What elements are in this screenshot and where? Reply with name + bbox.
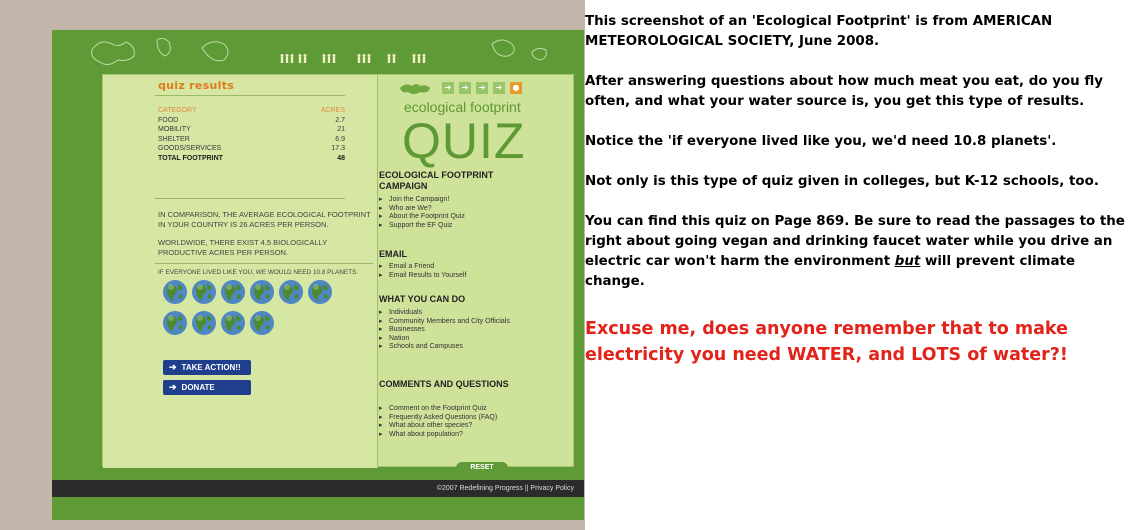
link-schools[interactable]: ▸ Schools and Campuses: [379, 343, 519, 352]
commentary-paragraph: Not only is this type of quiz given in colleges, but K-12 schools, too.: [585, 174, 1099, 189]
results-column: [103, 75, 378, 468]
people-icon: [281, 54, 426, 63]
world-map-icon: [52, 30, 584, 78]
arrow-right-icon[interactable]: ➔: [442, 82, 454, 94]
link-community[interactable]: ▸ Community Members and City Officials: [379, 318, 519, 327]
row-acres: 6.9: [335, 135, 345, 143]
commentary-paragraph: [585, 212, 1125, 292]
site-footer: [52, 480, 584, 497]
link-nation[interactable]: ▸ Nation: [379, 335, 519, 344]
campaign-heading: ECOLOGICAL FOOTPRINT CAMPAIGN: [379, 170, 494, 191]
take-action-button[interactable]: [163, 360, 251, 375]
globe-icon: [162, 279, 188, 305]
row-acres: 21: [337, 126, 345, 133]
nav-strip: [398, 78, 535, 98]
divider: [155, 95, 345, 96]
row-acres: 2.7: [335, 116, 345, 124]
emphasis-text: but: [894, 254, 921, 269]
link-email-friend[interactable]: ▸ Email a Friend: [379, 263, 519, 272]
globe-icon: [278, 279, 304, 305]
table-row: [158, 116, 345, 126]
take-action-label: TAKE ACTION!!: [181, 363, 241, 372]
reset-button[interactable]: RESET: [456, 462, 508, 474]
arrow-right-icon[interactable]: ➔: [476, 82, 488, 94]
globe-icon: [220, 310, 246, 336]
comments-heading: COMMENTS AND QUESTIONS: [379, 379, 509, 389]
link-comment-quiz[interactable]: ▸ Comment on the Footprint Quiz: [379, 405, 519, 414]
commentary-highlight: Excuse me, does anyone remember that to make electricity you need WATER, and LOTS of water?!: [585, 319, 1068, 365]
commentary-text: [585, 12, 1125, 388]
planets-text: IF EVERYONE LIVED LIKE YOU, WE WOULD NEED 10.8 PLANETS.: [158, 269, 359, 276]
arrow-right-icon[interactable]: ➔: [493, 82, 505, 94]
total-row: [158, 154, 345, 164]
link-individuals[interactable]: ▸ Individuals: [379, 309, 519, 318]
commentary-paragraph: After answering questions about how much meat you eat, do you fly often, and what your water source is, you get this type of results.: [585, 74, 1103, 109]
email-links: [379, 263, 519, 280]
link-support-quiz[interactable]: ▸ Support the EF Quiz: [379, 222, 519, 231]
ef-title: ecological footprint: [404, 99, 521, 115]
quiz-title: QUIZ: [402, 113, 526, 169]
commentary-paragraph: Notice the 'if everyone lived like you, we'd need 10.8 planets'.: [585, 134, 1057, 149]
campaign-links: [379, 196, 519, 230]
results-title: quiz results: [158, 79, 235, 92]
commentary-text-part: You can find this quiz on Page 869. Be sure to read the passages to the right about going vegan and drinking faucet water while you drive an electric car won't harm the environment: [585, 214, 1125, 269]
table-row: [158, 135, 345, 145]
results-table: [158, 106, 345, 163]
table-row: [158, 125, 345, 135]
globe-icon: [220, 279, 246, 305]
row-category: MOBILITY: [158, 126, 191, 133]
row-category: GOODS/SERVICES: [158, 145, 222, 152]
link-other-species[interactable]: ▸ What about other species?: [379, 422, 519, 431]
link-businesses[interactable]: ▸ Businesses: [379, 326, 519, 335]
globe-icon: [249, 310, 275, 336]
world-map-icon: [398, 80, 438, 96]
arrow-right-icon: ➔: [169, 382, 177, 392]
divider: [155, 198, 345, 199]
table-header: [158, 106, 345, 116]
home-icon[interactable]: ●: [510, 82, 522, 94]
what-you-can-do-heading: WHAT YOU CAN DO: [379, 294, 466, 304]
total-value: 48: [337, 154, 345, 162]
arrow-right-icon: ➔: [169, 362, 177, 372]
arrow-right-icon[interactable]: ➔: [459, 82, 471, 94]
commentary-text-part: will prevent climate change.: [585, 254, 1076, 289]
link-email-results[interactable]: ▸ Email Results to Yourself: [379, 272, 519, 281]
donate-label: DONATE: [181, 383, 215, 392]
category-header: CATEGORY: [158, 107, 197, 114]
quiz-site: [52, 30, 584, 520]
donate-button[interactable]: [163, 380, 251, 395]
globe-icon: [191, 310, 217, 336]
globe-icon: [307, 279, 333, 305]
what-you-can-do-links: [379, 309, 519, 352]
link-who-are-we[interactable]: ▸ Who are We?: [379, 205, 519, 214]
globe-icon: [191, 279, 217, 305]
email-heading: EMAIL: [379, 249, 407, 259]
globe-icon: [249, 279, 275, 305]
acres-header: ACRES: [320, 107, 345, 114]
commentary-paragraph: This screenshot of an 'Ecological Footprint' is from AMERICAN METEOROLOGICAL SOCIETY, June 2008.: [585, 14, 1053, 49]
comments-links: [379, 405, 519, 439]
link-join-campaign[interactable]: ▸ Join the Campaign!: [379, 196, 519, 205]
comparison-text: IN COMPARISON, THE AVERAGE ECOLOGICAL FOOTPRINT IN YOUR COUNTRY IS 26 ACRES PER PERSON.: [158, 210, 371, 229]
row-acres: 17.3: [331, 145, 345, 152]
total-label: TOTAL FOOTPRINT: [158, 154, 223, 162]
link-population[interactable]: ▸ What about population?: [379, 431, 519, 440]
row-category: FOOD: [158, 116, 179, 124]
link-about-quiz[interactable]: ▸ About the Footprint Quiz: [379, 213, 519, 222]
table-row: [158, 144, 345, 154]
worldwide-text: WORLDWIDE, THERE EXIST 4.5 BIOLOGICALLY PRODUCTIVE ACRES PER PERSON.: [158, 238, 328, 257]
link-faq[interactable]: ▸ Frequently Asked Questions (FAQ): [379, 414, 519, 423]
footer-text[interactable]: ©2007 Redefining Progress || Privacy Policy: [436, 485, 574, 492]
divider: [155, 263, 373, 264]
globe-icon: [162, 310, 188, 336]
row-category: SHELTER: [158, 135, 190, 143]
